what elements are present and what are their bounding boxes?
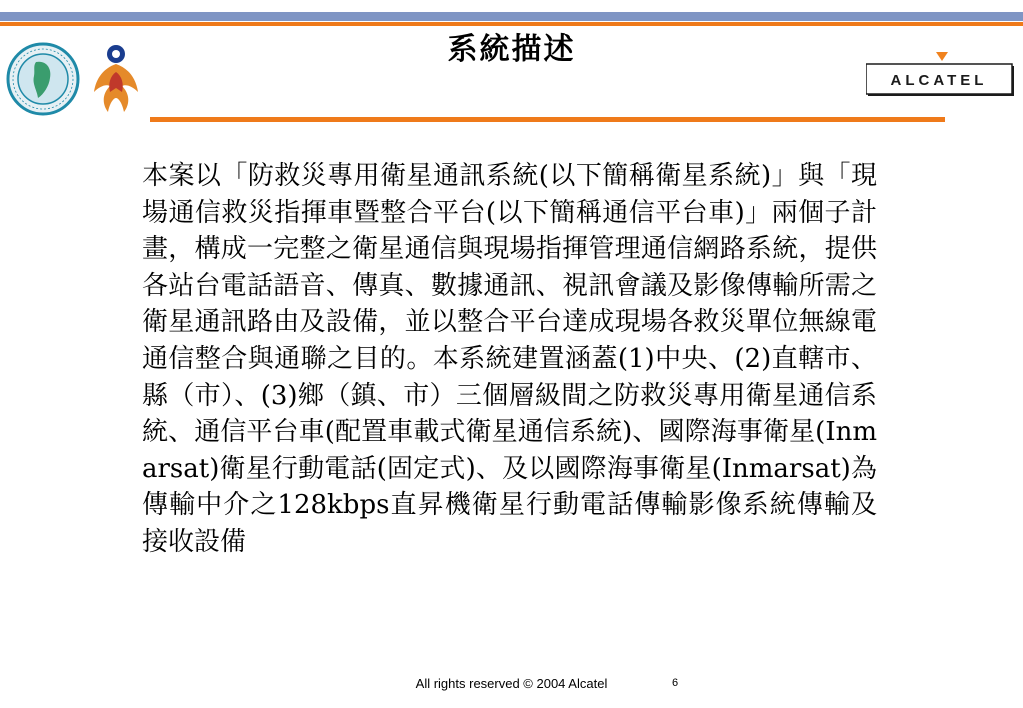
alcatel-wordmark: ALCATEL [890, 72, 988, 89]
header-orange-bar [0, 22, 1023, 26]
copyright-footer: All rights reserved © 2004 Alcatel [415, 676, 608, 691]
alcatel-logo [866, 52, 1016, 98]
body-paragraph: 本案以「防救災專用衛星通訊系統(以下簡稱衛星系統)」與「現場通信救災指揮車暨整合平台(以下簡稱通信平台車)」兩個子計畫，構成一完整之衛星通信與現場指揮管理通信網路系統，提供各站台電話語音、傳真、數據通訊、視訊會議及影像傳輸所需之衛星通訊路由及設備，並以整合平台達成現場各救災單位無線電通信整合與通聯之目的。本系統建置涵蓋(1)中央、(2)直轄市、縣（市）、(3)鄉（鎮、市）三個層級間之防救災專用衛星通信系統、通信平台車(配置車載式衛星通信系統)、國際海事衛星(Inmarsat)衛星行動電話(固定式)、及以國際海事衛星(Inmarsat)為傳輸中介之128kbps直昇機衛星行動電話傳輸影像系統傳輸及接收設備 [142, 161, 877, 557]
page-number: 6 [672, 677, 679, 689]
slide-title: 系統描述 [447, 32, 576, 67]
header-blue-bar [0, 12, 1023, 21]
title-divider [150, 117, 945, 122]
